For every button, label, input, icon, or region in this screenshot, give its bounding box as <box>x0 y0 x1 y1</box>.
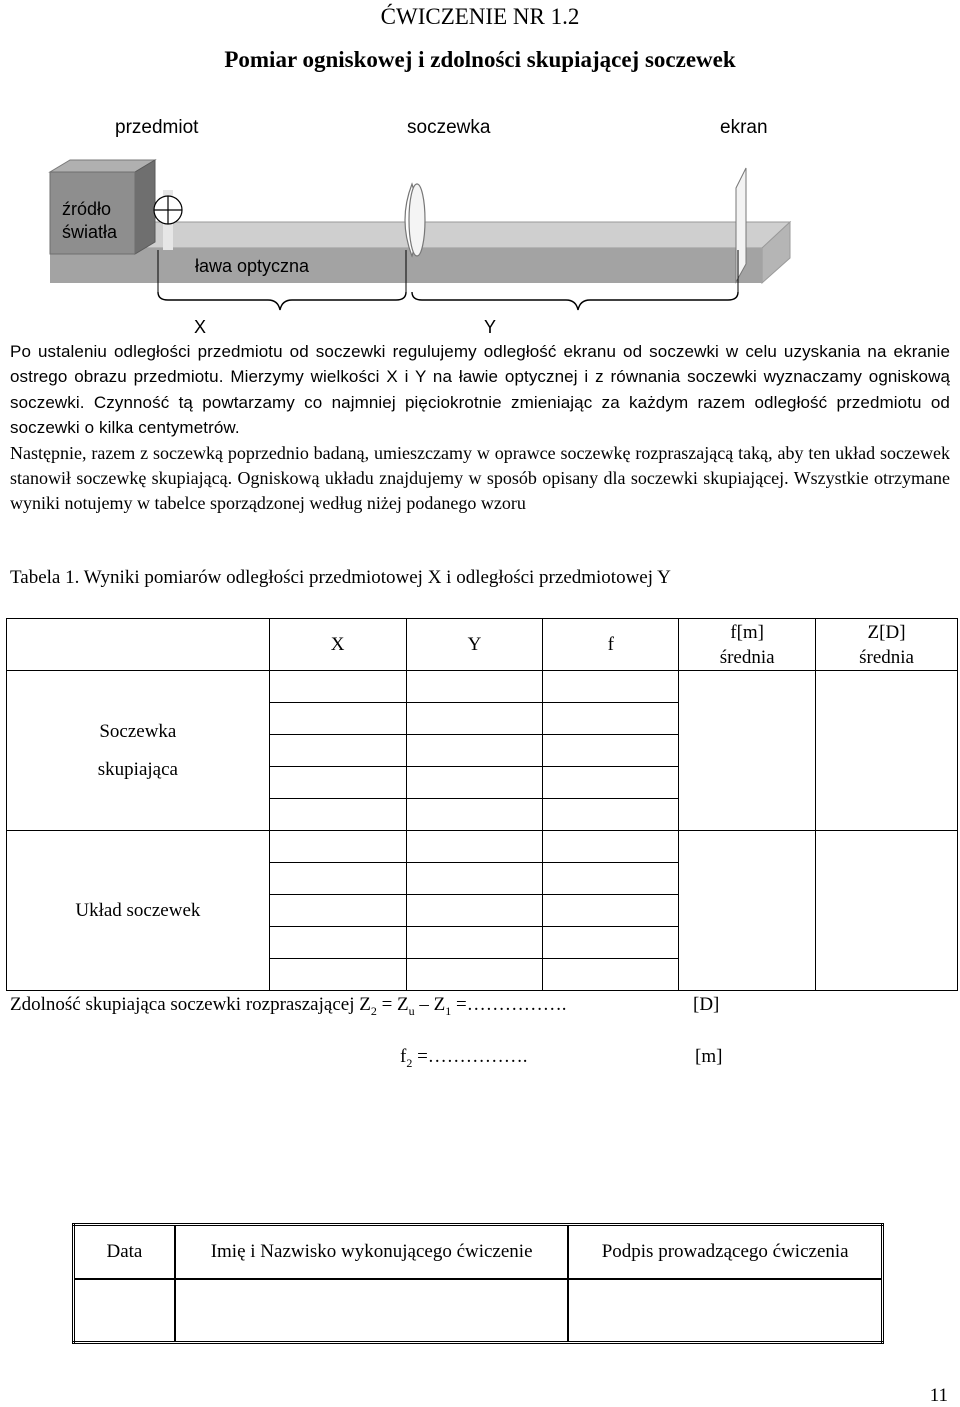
cell-f[interactable] <box>543 767 679 799</box>
diverging-focal-length-formula: $f_2$ =……………. <box>400 1046 528 1070</box>
instructions-paragraph-2: Następnie, razem z soczewką poprzednio badaną, umieszczamy w oprawce soczewkę rozpraszającą taką, aby ten układ soczewek stanowił soczewkę skupiającą. Ogniskową układu znajdujemy w sposób opisany dla soczewki skupiającej. Wszystkie otrzymane wyniki notujemy w tabelce sporządzonej według niżej podanego wzoru <box>10 442 950 514</box>
screen-label: ekran <box>720 117 768 138</box>
cell-f[interactable] <box>543 799 679 831</box>
diverging-lens-power-unit: [D] <box>693 994 720 1015</box>
header-z-mean: Z[D] średnia <box>816 619 958 671</box>
cell-f[interactable] <box>543 927 679 959</box>
cell-y[interactable] <box>406 735 543 767</box>
exercise-subtitle: Pomiar ogniskowej i zdolności skupiającej soczewek <box>224 47 736 72</box>
row-label-lens-system: Układ soczewek <box>7 831 270 991</box>
diverging-lens-power-formula: Zdolność skupiająca soczewki rozpraszającej $Z_2 = Z_u - Z_1$ =……………. <box>10 994 567 1018</box>
instructions-paragraph-1: Po ustaleniu odległości przedmiotu od soczewki regulujemy odległość ekranu od soczewki w celu uzyskania na ekranie ostrego obrazu przedmiotu. Mierzymy wielkości X i Y na ławie optycznej i z równania soczewki wyznaczamy ogniskową soczewki. Czynność tą powtarzamy co najmniej pięciokrotnie zmieniając za każdym razem odległość przedmiotu od soczewki o kilka centymetrów. <box>10 342 950 438</box>
exercise-title: ĆWICZENIE NR 1.2 <box>380 4 580 29</box>
bench-top-face <box>122 222 790 248</box>
cell-f[interactable] <box>543 671 679 703</box>
cell-x[interactable] <box>269 927 406 959</box>
signature-table <box>72 1223 884 1344</box>
row-label-converging-lens: Soczewka skupiająca <box>7 671 270 831</box>
page-number: 11 <box>929 1385 948 1406</box>
date-header: Data <box>74 1225 175 1279</box>
source-box-side <box>135 160 155 254</box>
cell-x[interactable] <box>269 735 406 767</box>
table-caption: Tabela 1. Wyniki pomiarów odległości przedmiotowej X i odległości przedmiotowej Y <box>10 567 671 588</box>
date-cell[interactable] <box>74 1279 175 1343</box>
y-brace <box>412 292 738 310</box>
cell-f[interactable] <box>543 735 679 767</box>
cell-z-mean-converging[interactable] <box>816 671 958 831</box>
cell-x[interactable] <box>269 767 406 799</box>
student-name-header: Imię i Nazwisko wykonującego ćwiczenie <box>175 1225 568 1279</box>
cell-f-mean-system[interactable] <box>679 831 816 991</box>
y-label: Y <box>484 317 497 337</box>
cell-f[interactable] <box>543 831 679 863</box>
bench-label: ława optyczna <box>195 256 310 276</box>
cell-y[interactable] <box>406 767 543 799</box>
student-name-cell[interactable] <box>175 1279 568 1343</box>
cell-y[interactable] <box>406 863 543 895</box>
cell-y[interactable] <box>406 703 543 735</box>
cell-f[interactable] <box>543 895 679 927</box>
header-f-mean: f[m] średnia <box>679 619 816 671</box>
cell-x[interactable] <box>269 959 406 991</box>
header-y: Y <box>406 619 543 671</box>
cell-z-mean-system[interactable] <box>816 831 958 991</box>
cell-x[interactable] <box>269 831 406 863</box>
cell-y[interactable] <box>406 831 543 863</box>
cell-x[interactable] <box>269 863 406 895</box>
cell-f[interactable] <box>543 959 679 991</box>
cell-y[interactable] <box>406 895 543 927</box>
object-label: przedmiot <box>115 117 199 138</box>
cell-y[interactable] <box>406 959 543 991</box>
optical-bench-diagram <box>40 150 800 340</box>
cell-f[interactable] <box>543 863 679 895</box>
cell-y[interactable] <box>406 927 543 959</box>
diverging-focal-length-unit: [m] <box>695 1046 723 1067</box>
header-f: f <box>543 619 679 671</box>
lens-label: soczewka <box>407 117 491 138</box>
x-label: X <box>194 317 207 337</box>
cell-x[interactable] <box>269 703 406 735</box>
supervisor-signature-header: Podpis prowadzącego ćwiczenia <box>568 1225 882 1279</box>
cell-f[interactable] <box>543 703 679 735</box>
instructions <box>10 339 950 517</box>
results-table <box>6 618 958 991</box>
cell-f-mean-converging[interactable] <box>679 671 816 831</box>
cell-x[interactable] <box>269 895 406 927</box>
results-header-row <box>7 619 958 671</box>
header-x: X <box>269 619 406 671</box>
light-source-label: źródło światła <box>62 199 118 242</box>
x-brace <box>158 292 406 310</box>
cell-y[interactable] <box>406 799 543 831</box>
supervisor-signature-cell[interactable] <box>568 1279 882 1343</box>
cell-x[interactable] <box>269 671 406 703</box>
cell-x[interactable] <box>269 799 406 831</box>
cell-y[interactable] <box>406 671 543 703</box>
